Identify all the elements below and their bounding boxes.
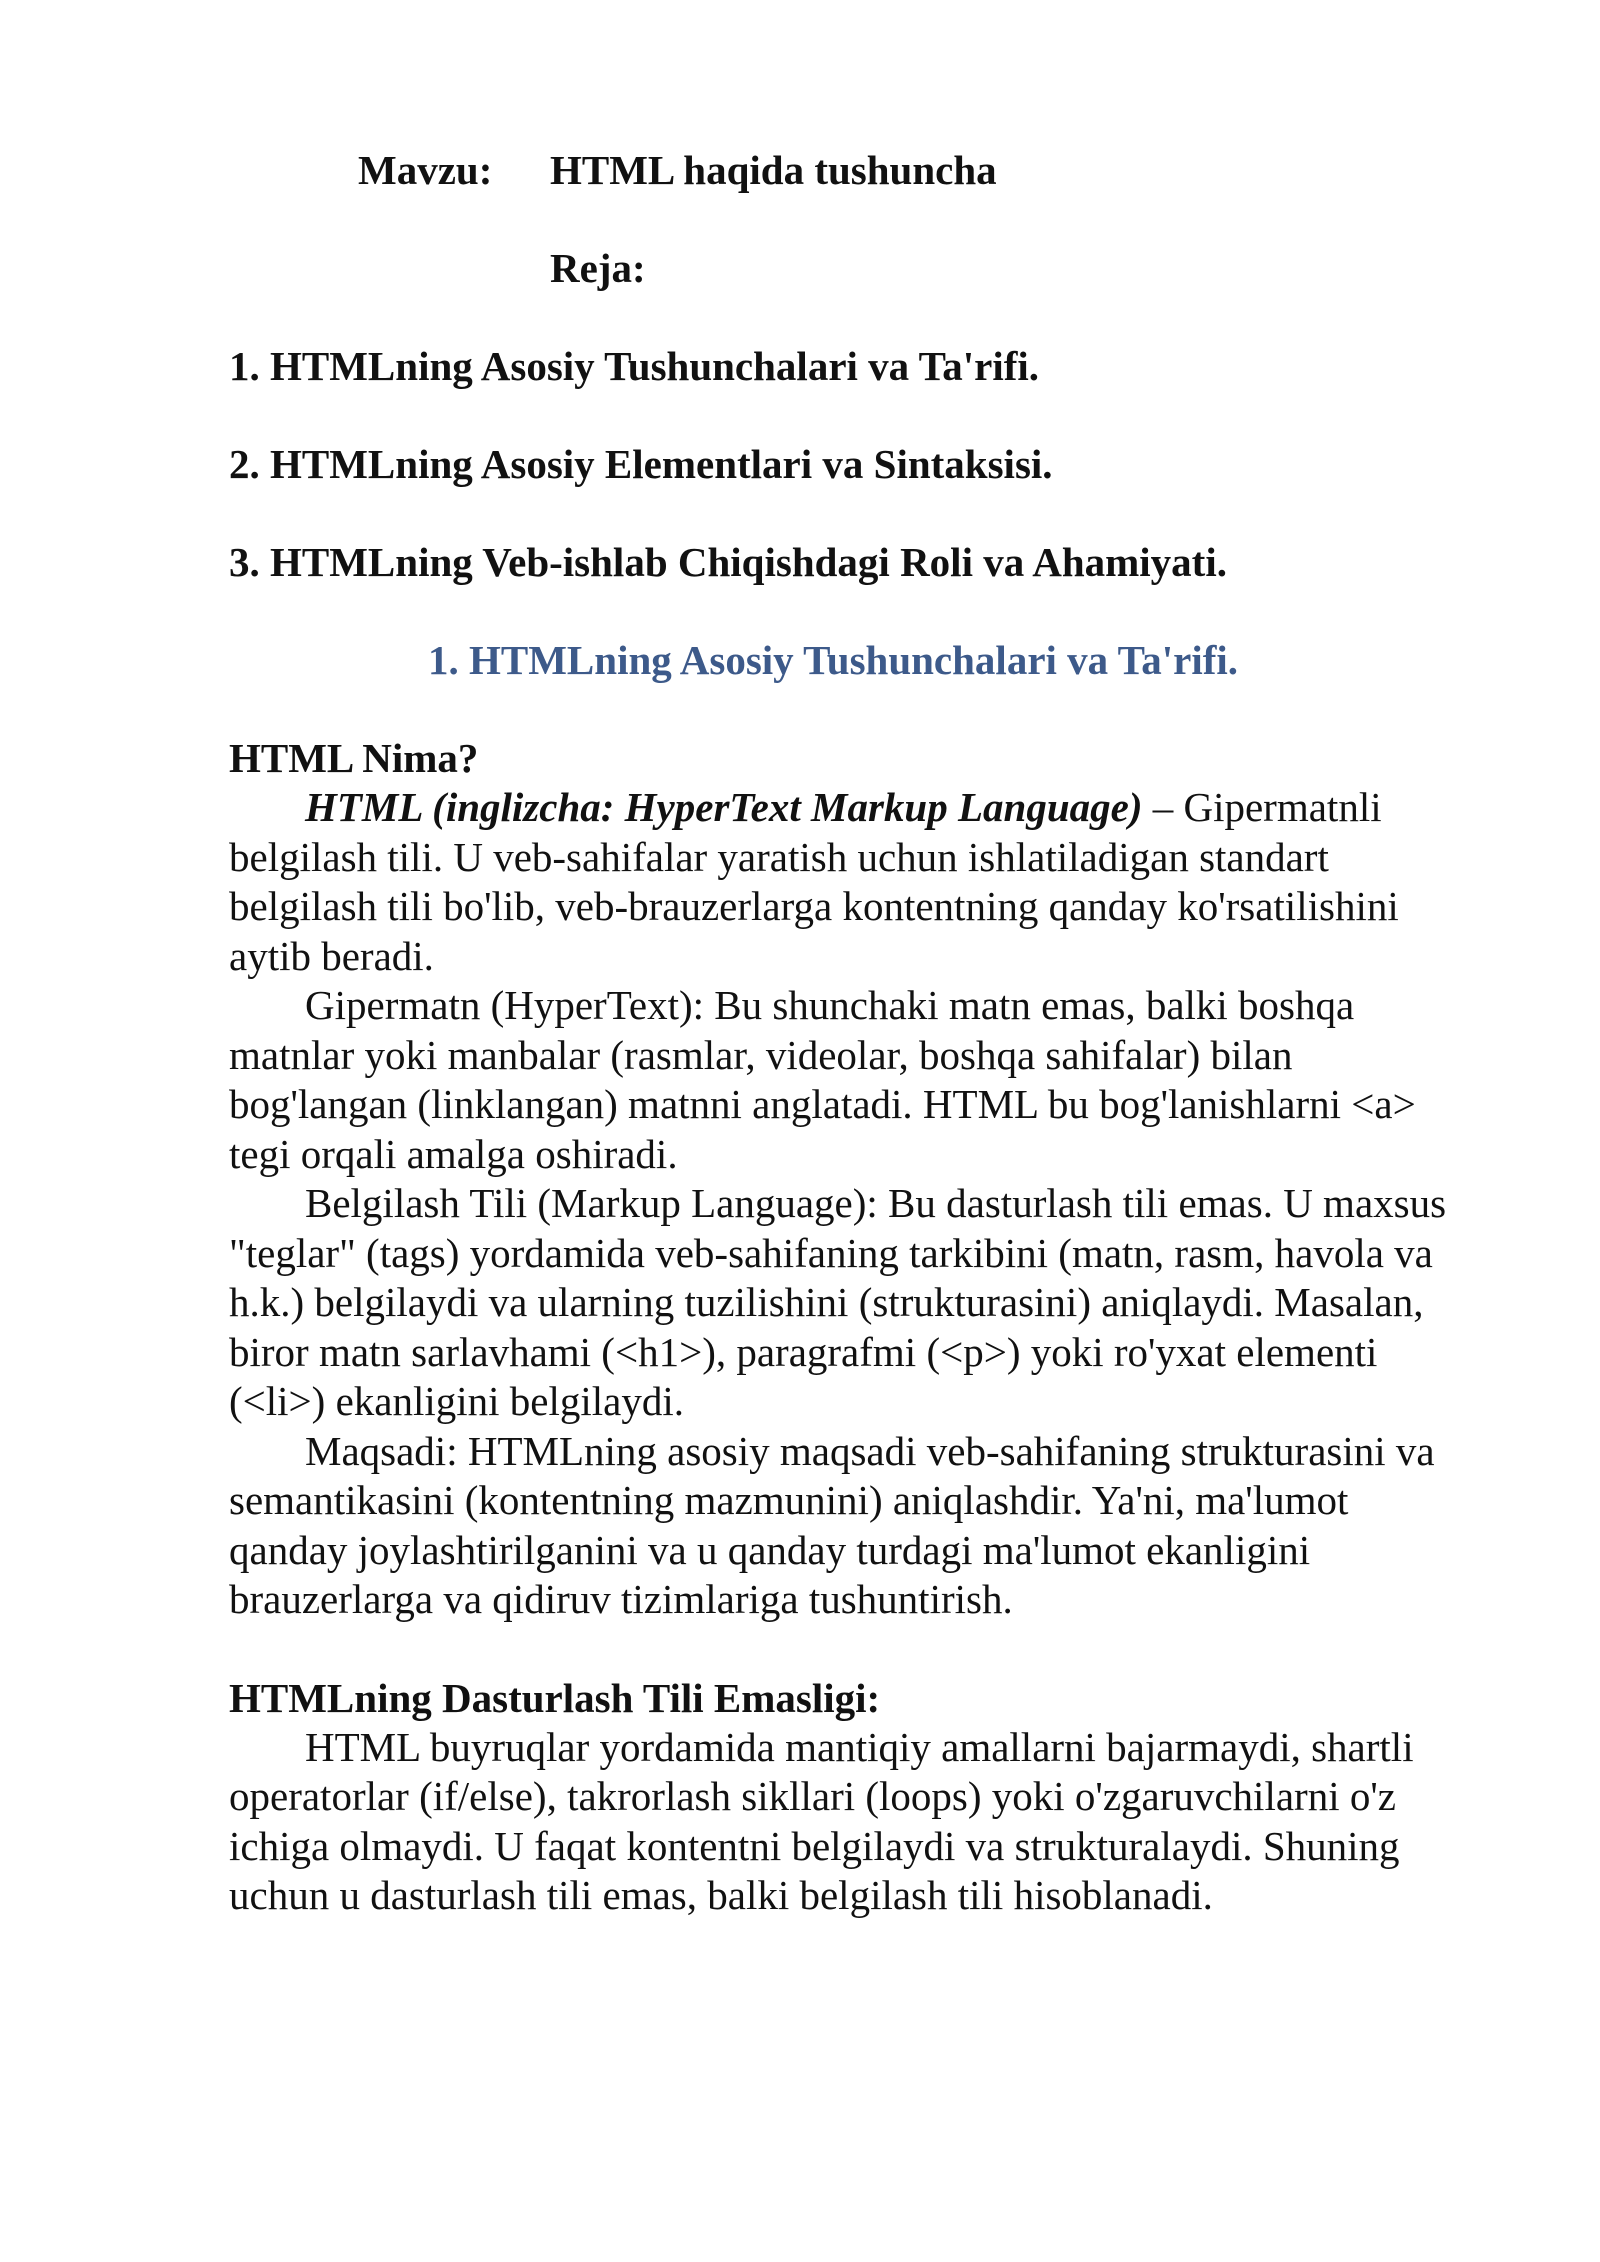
paragraph-definition — [229, 783, 1477, 981]
document-page — [229, 145, 1477, 1921]
definition-lead: HTML (inglizcha: HyperText Markup Language) — [305, 784, 1143, 830]
subsection-heading-not-programming: HTMLning Dasturlash Tili Emasligi: — [229, 1674, 881, 1721]
plan-item-2: 2. HTMLning Asosiy Elementlari va Sintaksisi. — [229, 441, 1053, 487]
paragraph-purpose: Maqsadi: HTMLning asosiy maqsadi veb-sahifaning strukturasini va semantikasini (kontentning mazmunini) aniqlashdir. Ya'ni, ma'lumot qanday joylashtirilganini va u qanday turdagi ma'lumot ekanligini brauzerlarga va qidiruv tizimlariga tushuntirish. — [229, 1427, 1435, 1622]
document-title — [229, 145, 1477, 195]
plan-list — [229, 341, 1477, 587]
title-text: HTML haqida tushuncha — [550, 147, 997, 193]
paragraph-hypertext: Gipermatn (HyperText): Bu shunchaki matn emas, balki boshqa matnlar yoki manbalar (rasmlar, videolar, boshqa sahifalar) bilan bog'langan (linklangan) matnni anglatadi. HTML bu bog'lanishlarni <a> tegi orqali amalga oshiradi. — [229, 982, 1416, 1177]
paragraph-not-programming: HTML buyruqlar yordamida mantiqiy amallarni bajarmaydi, shartli operatorlar (if/else), takrorlash sikllari (loops) yoki o'zgaruvchilarni o'z ichiga olmaydi. U faqat kontentni belgilaydi va strukturalaydi. Shuning uchun u dasturlash tili emas, balki belgilash tili hisoblanadi. — [229, 1723, 1414, 1918]
plan-label: Reja: — [550, 245, 646, 291]
title-label: Mavzu: — [358, 147, 493, 193]
paragraph-markup-language: Belgilash Tili (Markup Language): Bu dasturlash tili emas. U maxsus "teglar" (tags) yordamida veb-sahifaning tarkibini (matn, rasm, havola va h.k.) belgilaydi va ularning tuzilishini (strukturasini) aniqlaydi. Masalan, biror matn sarlavhami (<h1>), paragrafmi (<p>) yoki ro'yxat elementi (<li>) ekanligini belgilaydi. — [229, 1180, 1447, 1424]
subsection-heading-html-nima: HTML Nima? — [229, 735, 479, 781]
plan-item-1: 1. HTMLning Asosiy Tushunchalari va Ta'rifi. — [229, 343, 1040, 389]
section-heading: 1. HTMLning Asosiy Tushunchalari va Ta'rifi. — [428, 637, 1239, 683]
plan-item-3: 3. HTMLning Veb-ishlab Chiqishdagi Roli va Ahamiyati. — [229, 539, 1227, 585]
definition-text: – Gipermatnli belgilash tili. U veb-sahifalar yaratish uchun ishlatiladigan standart belgilash tili bo'lib, veb-brauzerlarga kontentning qanday ko'rsatilishini aytib beradi. — [229, 784, 1399, 979]
